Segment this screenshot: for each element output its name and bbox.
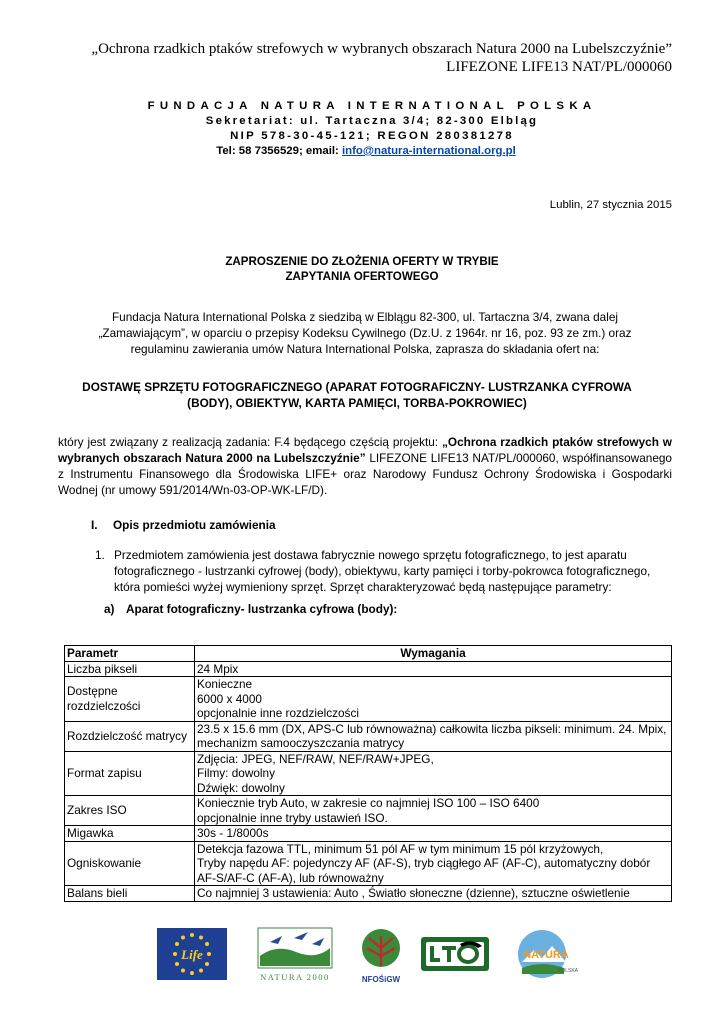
table-row (65, 721, 672, 751)
lto-logo-graphic (420, 936, 490, 972)
intro-line1: Fundacja Natura International Polska z siedzibą w Elblągu 82-300, ul. Tartaczna 3/4, zwana dalej (111, 310, 619, 324)
column-header-parameter: Parametr (65, 646, 195, 662)
intro-line2: „Zamawiającym”, w oparciu o przepisy Kodeksu Cywilnego (Dz.U. z 1964r. nr 16, poz. 93 ze zm.) oraz (98, 326, 632, 340)
natura-international-logo (516, 928, 578, 982)
table-row (65, 751, 672, 796)
project-text-end: LIFEZONE LIFE13 NAT/PL/000060, współfinansowanego z Instrumentu Finansowego dla Środowiska LIFE+ oraz Narodowy Fundusz Ochrony Środowiska i Gospodarki Wodnej (nr umowy 591/2014/Wn-03-OP-WK-LF/D). (58, 451, 672, 497)
document-title-line2: ZAPYTANIA OFERTOWEGO (285, 270, 439, 283)
order-subject-line2: (BODY), OBIEKTYW, KARTA PAMIĘCI, TORBA-POKROWIEC) (187, 396, 527, 410)
nfosigw-logo (353, 926, 409, 986)
section-heading (91, 518, 276, 532)
project-header-title: „Ochrona rzadkich ptaków strefowych w wybranych obszarach Natura 2000 na Lubelszczyźnie” (91, 41, 672, 57)
org-phone: Tel: 58 7356529; email: (216, 145, 343, 157)
requirement-line: opcjonalnie inne tryby ustawień ISO. (197, 810, 388, 825)
requirement-cell (195, 826, 672, 842)
requirement-line: 30s - 1/8000s (197, 826, 269, 840)
project-text-start: który jest związany z realizacją zadania: F.4 będącego częścią projektu: (58, 435, 442, 449)
list-item-text: Przedmiotem zamówienia jest dostawa fabrycznie nowego sprzętu fotograficznego, to jest aparatu fotograficznego - lustrzanki cyfrowej (body), obiektywu, karty pamięci i torby-pokrowca fotograficznego, która pomieści wyżej wymieniony sprzęt. Sprzęt charakteryzować będą następujące parametry: (114, 548, 651, 594)
requirement-line: Dźwięk: dowolny (197, 780, 285, 795)
parameter-cell: Migawka (65, 826, 195, 842)
life-logo-graphic (157, 928, 227, 980)
document-title (0, 254, 724, 284)
requirement-line: 23.5 x 15.6 mm (DX, APS-C lub równoważna) całkowita liczba pikseli: minimum. 24. Mpix, (197, 721, 667, 736)
requirement-line: Zdjęcia: JPEG, NEF/RAW, NEF/RAW+JPEG, (197, 751, 434, 766)
parameter-cell: Liczba pikseli (65, 661, 195, 677)
intro-line3: regulaminu zawierania umów Natura International Polska, zaprasza do składania ofert na: (130, 342, 600, 356)
life-logo (157, 928, 227, 980)
requirement-cell (195, 796, 672, 826)
table-row (65, 661, 672, 677)
lto-logo (420, 936, 490, 972)
nfosigw-logo-text: NFOŚiGW (361, 975, 401, 984)
parameter-cell: Format zapisu (65, 751, 195, 796)
order-subject (50, 379, 664, 411)
project-header-code: LIFEZONE LIFE13 NAT/PL/000060 (446, 59, 672, 75)
natura-international-logo-graphic (516, 928, 578, 982)
list-item (95, 547, 672, 595)
org-email-link[interactable]: info@natura-international.org.pl (342, 145, 516, 157)
order-subject-line1: DOSTAWĘ SPRZĘTU FOTOGRAFICZNEGO (APARAT FOTOGRAFICZNY- LUSTRZANKA CYFROWA (82, 380, 632, 394)
requirement-line: Filmy: dowolny (197, 766, 276, 780)
requirement-cell (195, 751, 672, 796)
column-header-requirements: Wymagania (195, 646, 672, 662)
table-row (65, 841, 672, 886)
section-title: Opis przedmiotu zamówienia (113, 518, 276, 532)
section-number: I. (91, 518, 98, 532)
letter-date: Lublin, 27 stycznia 2015 (549, 199, 672, 211)
parameter-cell: Ogniskowanie (65, 841, 195, 886)
requirement-line: Konieczne (197, 677, 253, 691)
requirement-cell (195, 721, 672, 751)
org-contact (4, 143, 724, 159)
document-title-line1: ZAPROSZENIE DO ZŁOŻENIA OFERTY W TRYBIE (225, 255, 499, 268)
table-row (65, 826, 672, 842)
nfosigw-logo-graphic (353, 926, 409, 986)
subsection-heading (104, 602, 397, 616)
table-row (65, 886, 672, 902)
intro-paragraph (58, 309, 672, 357)
parameters-table (64, 645, 672, 902)
project-name: „Ochrona rzadkich ptaków strefowych w wybranych obszarach Natura 2000 na Lubelszczyźnie” (58, 435, 672, 465)
requirement-line: Co najmniej 3 ustawienia: Auto , Światło słoneczne (dzienne), sztuczne oświetlenie (197, 886, 630, 900)
requirement-line: 24 Mpix (197, 661, 239, 676)
list-item-number: 1. (95, 548, 105, 562)
subsection-title: Aparat fotograficzny- lustrzanka cyfrowa (body): (126, 602, 398, 616)
requirement-line: mechanizm samooczyszczania matrycy (197, 736, 405, 750)
requirement-cell (195, 677, 672, 722)
project-paragraph (58, 434, 672, 498)
project-header (52, 40, 672, 76)
subsection-label: a) (104, 602, 115, 616)
requirement-cell (195, 886, 672, 902)
table-body (65, 661, 672, 901)
table-header-row (65, 646, 672, 662)
parameter-cell: Zakres ISO (65, 796, 195, 826)
requirement-cell (195, 661, 672, 677)
requirement-line: 6000 x 4000 (197, 691, 262, 706)
parameter-cell: Balans bieli (65, 886, 195, 902)
footer-logos (0, 926, 724, 986)
natura-international-logo-text: NATURA (523, 949, 569, 961)
table-row (65, 677, 672, 722)
natura-international-logo-subtext: POLSKA (557, 968, 578, 974)
parameter-cell: Dostępne rozdzielczości (65, 677, 195, 722)
requirement-line: Koniecznie tryb Auto, w zakresie co najmniej ISO 100 – ISO 6400 (197, 796, 540, 810)
requirement-line: opcjonalnie inne rozdzielczości (197, 706, 359, 720)
table-row (65, 796, 672, 826)
natura2000-logo-text: NATURA 2000 (260, 972, 330, 982)
natura2000-logo (256, 926, 334, 984)
requirement-cell (195, 841, 672, 886)
requirement-line: Detekcja fazowa TTL, minimum 51 pól AF w tym minimum 15 pól krzyżowych, (197, 841, 604, 856)
natura2000-logo-graphic (256, 926, 334, 984)
requirement-line: Tryby napędu AF: pojedynczy AF (AF-S), tryb ciągłego AF (AF-C), automatyczny dobór AF-S/AF-C (AF-A), lub równoważny (197, 856, 651, 885)
org-nip-regon: NIP 578-30-45-121; REGON 280381278 (230, 130, 514, 142)
org-name: FUNDACJA NATURA INTERNATIONAL POLSKA (147, 100, 597, 112)
life-logo-text: Life (181, 947, 203, 962)
parameter-cell: Rozdzielczość matrycy (65, 721, 195, 751)
org-address: Sekretariat: ul. Tartaczna 3/4; 82-300 Elbląg (205, 115, 539, 127)
